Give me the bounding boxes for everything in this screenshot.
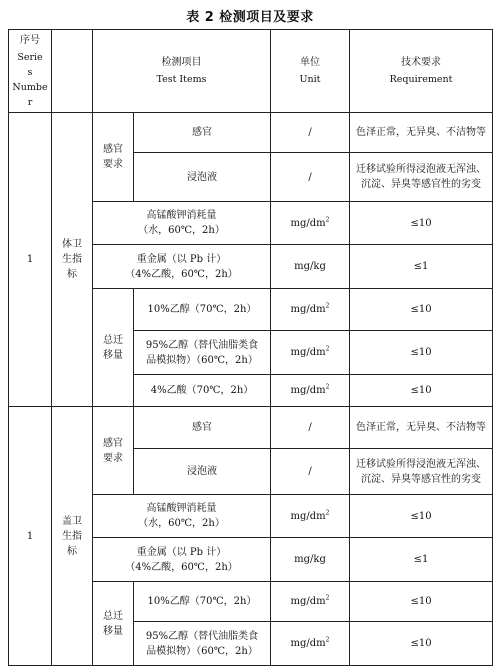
sensory-cell: 感官 要求	[93, 113, 134, 202]
item-cell: 感官	[134, 113, 271, 153]
header-items: 检测项目 Test Items	[93, 30, 271, 113]
requirement-cell: 迁移试验所得浸泡液无浑浊、 沉淀、异臭等感官性的劣变	[350, 449, 493, 495]
unit-cell: mg/kg	[271, 245, 350, 289]
header-requirement: 技术要求 Requirement	[350, 30, 493, 113]
requirement-cell: ≤10	[350, 375, 493, 407]
requirement-cell: ≤10	[350, 582, 493, 622]
requirement-cell: ≤10	[350, 331, 493, 375]
unit-cell: $mg/dm^2$	[271, 202, 350, 245]
requirement-cell: ≤10	[350, 495, 493, 538]
serial-cell: 1	[9, 113, 52, 407]
requirement-cell: ≤1	[350, 538, 493, 582]
table-title: 表 2 检测项目及要求	[186, 10, 314, 25]
requirement-cell: 迁移试验所得浸泡液无浑浊、 沉淀、异臭等感官性的劣变	[350, 153, 493, 202]
unit-cell: $mg/dm^2$	[271, 331, 350, 375]
unit-cell: /	[271, 407, 350, 449]
item-cell: 95%乙醇（替代油脂类食 品模拟物）（60℃，2h）	[134, 331, 271, 375]
item-cell: 重金属（以 Pb 计） （4%乙酸，60℃，2h）	[93, 245, 271, 289]
item-cell: 高锰酸钾消耗量 （水，60℃，2h）	[93, 202, 271, 245]
requirement-cell: ≤1	[350, 245, 493, 289]
migration-cell: 总迁 移量	[93, 289, 134, 407]
unit-cell: $mg/dm^2$	[271, 582, 350, 622]
header-row	[9, 30, 493, 113]
unit-cell: /	[271, 113, 350, 153]
requirements-table	[8, 29, 493, 666]
item-cell: 10%乙醇（70℃，2h）	[134, 289, 271, 331]
group-body	[9, 407, 493, 666]
unit-cell: /	[271, 449, 350, 495]
requirement-cell: ≤10	[350, 289, 493, 331]
header-blank	[52, 30, 93, 113]
unit-cell: $mg/dm^2$	[271, 495, 350, 538]
item-cell: 重金属（以 Pb 计） （4%乙酸，60℃，2h）	[93, 538, 271, 582]
sensory-cell: 感官 要求	[93, 407, 134, 495]
item-cell: 浸泡液	[134, 153, 271, 202]
unit-cell: $mg/dm^2$	[271, 375, 350, 407]
item-cell: 4%乙酸（70℃，2h）	[134, 375, 271, 407]
requirement-cell: 色泽正常，无异臭、不洁物等	[350, 407, 493, 449]
part-cell: 体卫 生指 标	[52, 113, 93, 407]
unit-cell: /	[271, 153, 350, 202]
item-cell: 高锰酸钾消耗量 （水，60℃，2h）	[93, 495, 271, 538]
unit-cell: $mg/dm^2$	[271, 622, 350, 666]
item-cell: 95%乙醇（替代油脂类食 品模拟物）（60℃，2h）	[134, 622, 271, 666]
item-cell: 10%乙醇（70℃，2h）	[134, 582, 271, 622]
header-serial: 序号 Serie s Numbe r	[9, 30, 52, 113]
serial-cell: 1	[9, 407, 52, 666]
item-cell: 浸泡液	[134, 449, 271, 495]
item-cell: 感官	[134, 407, 271, 449]
requirement-cell: 色泽正常，无异臭、不洁物等	[350, 113, 493, 153]
part-cell: 盖卫 生指 标	[52, 407, 93, 666]
group-body	[9, 113, 493, 407]
table-row	[9, 407, 493, 449]
migration-cell: 总迁 移量	[93, 582, 134, 666]
requirement-cell: ≤10	[350, 202, 493, 245]
requirement-cell: ≤10	[350, 622, 493, 666]
unit-cell: $mg/dm^2$	[271, 289, 350, 331]
unit-cell: mg/kg	[271, 538, 350, 582]
header-unit: 单位 Unit	[271, 30, 350, 113]
table-row	[9, 113, 493, 153]
